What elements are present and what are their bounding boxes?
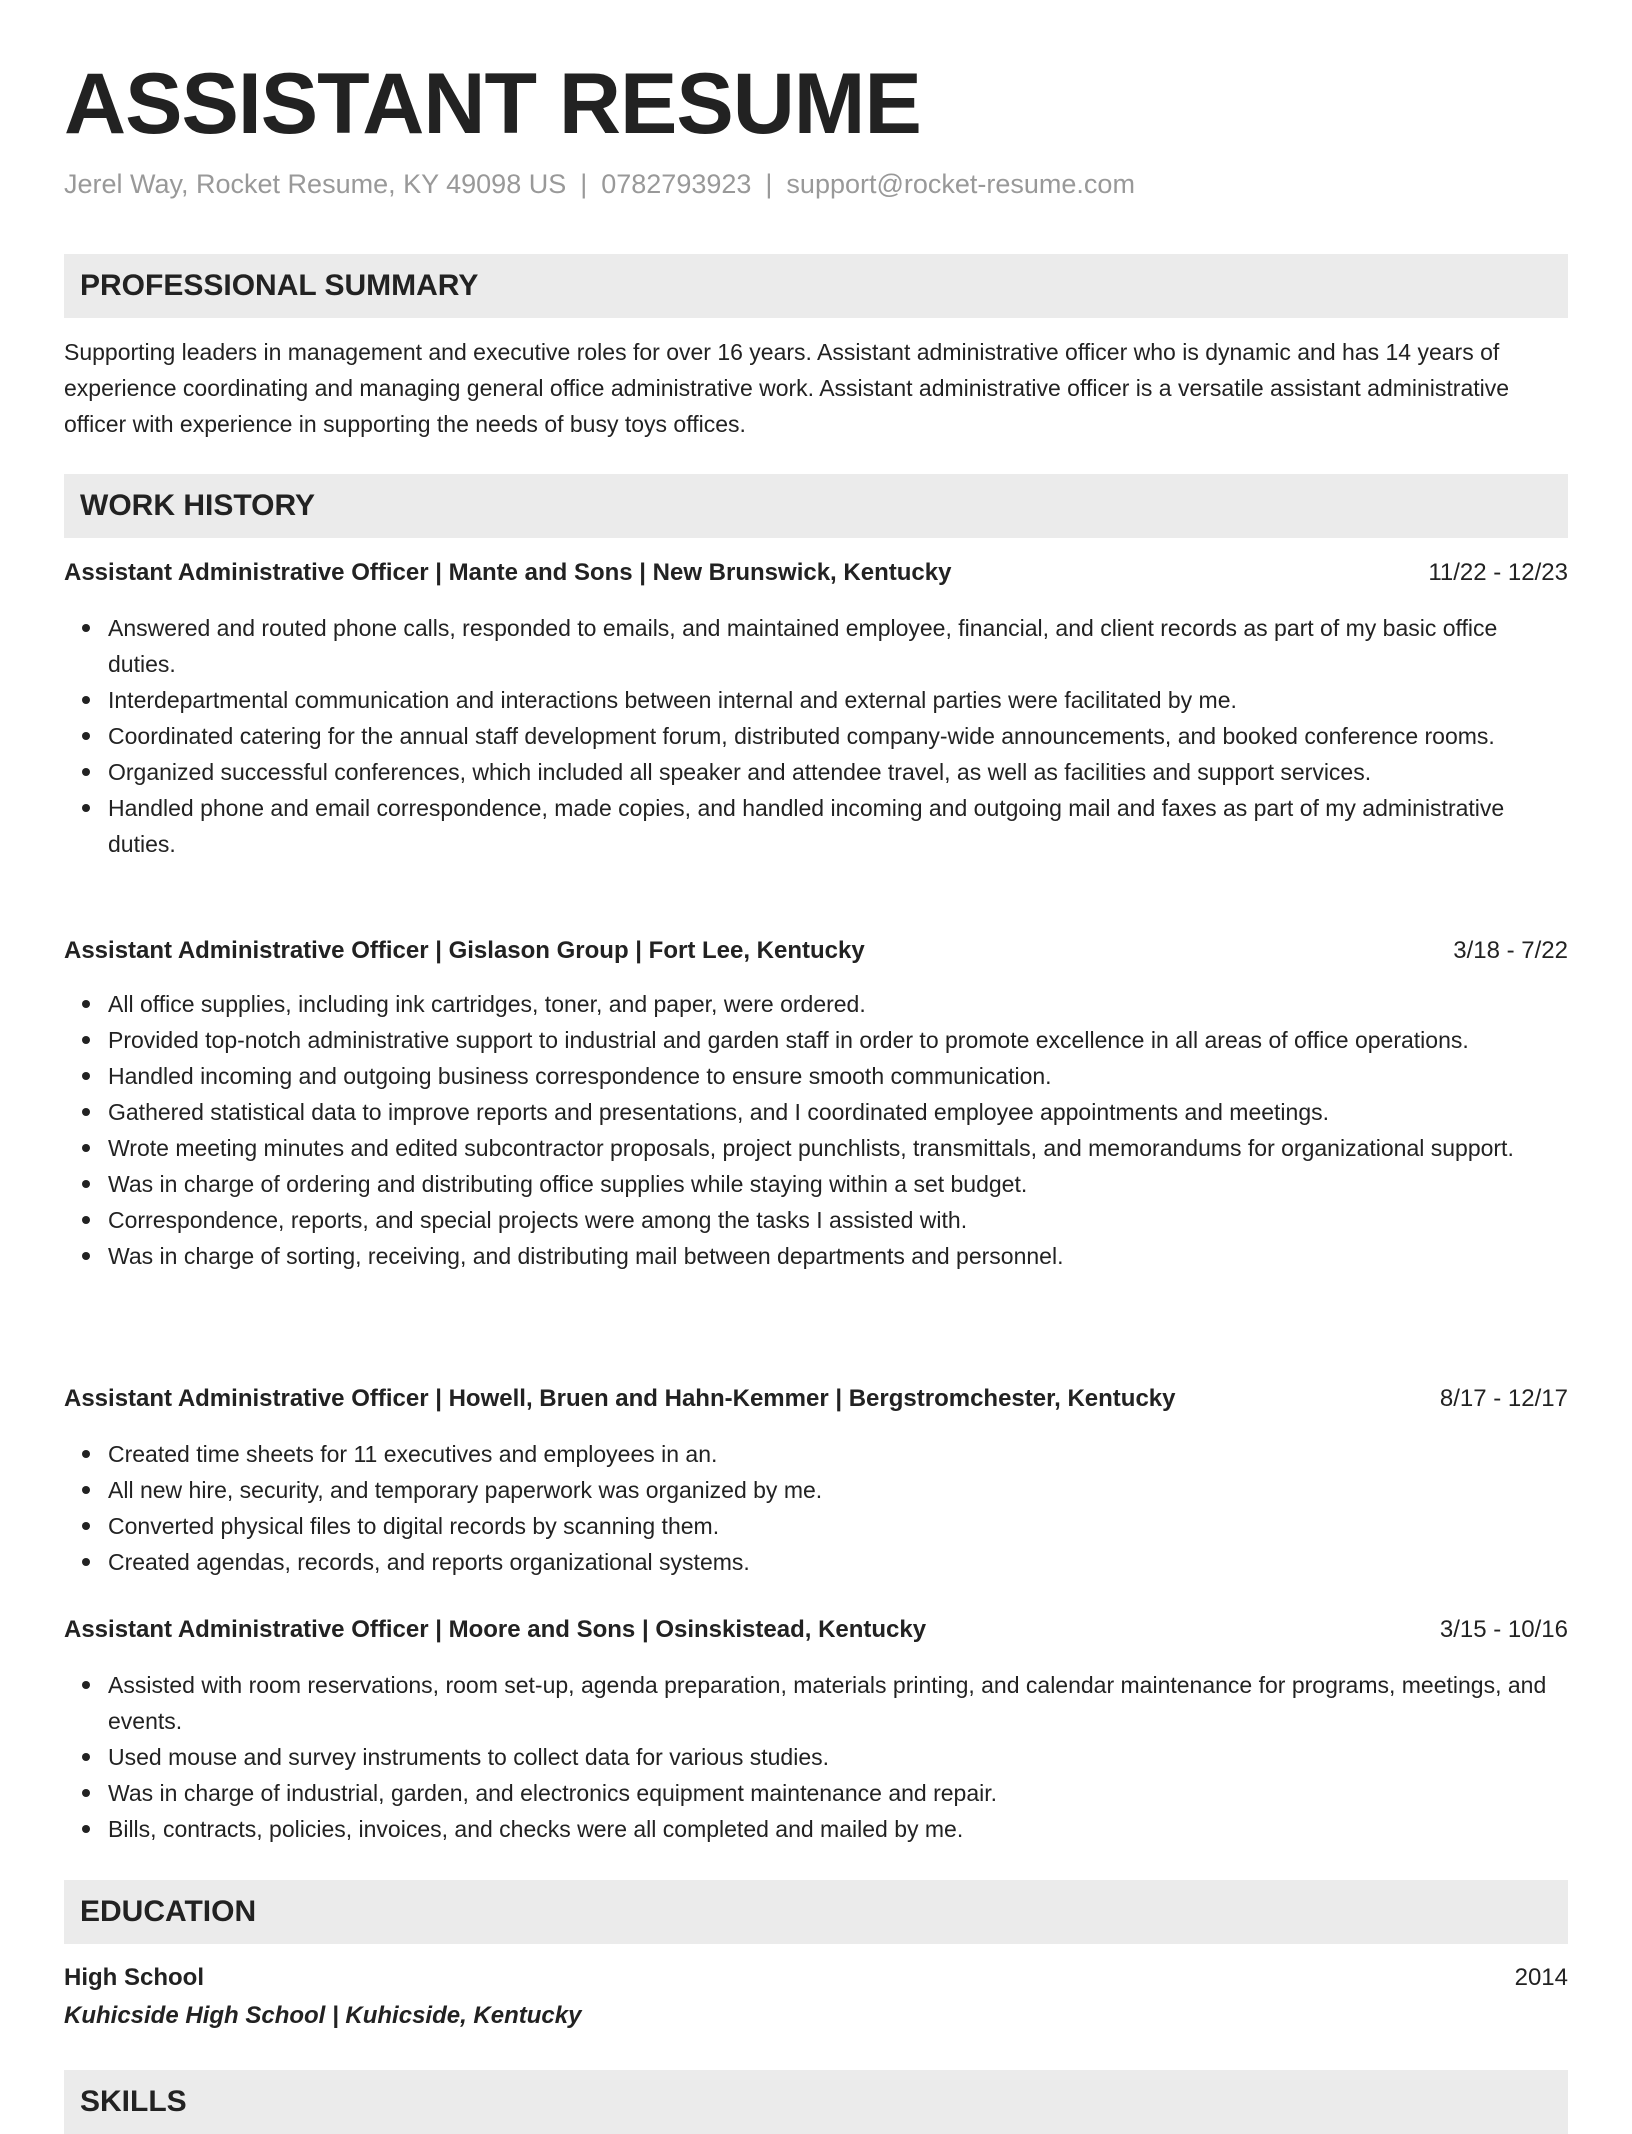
education-degree: High School (64, 1964, 204, 1991)
job-bullet: Bills, contracts, policies, invoices, and checks were all completed and mailed by me. (108, 1811, 1568, 1847)
job-dates: 3/15 - 10/16 (1439, 1616, 1568, 1643)
summary-text: Supporting leaders in management and executive roles for over 16 years. Assistant administrative officer who is dynamic and has 14 years of experience coordinating and managing general office administrative work. Assistant administrative officer is a versatile assistant administrative officer with experience in supporting the needs of busy toys offices. (64, 339, 1510, 437)
job-bullets (64, 610, 1568, 862)
job-dates: 3/18 - 7/22 (1453, 937, 1568, 964)
job-bullet: Created time sheets for 11 executives and employees in an. (108, 1436, 1568, 1472)
contact-line (64, 166, 1135, 202)
job-header (64, 1381, 1568, 1417)
job-bullet: Created agendas, records, and reports organizational systems. (108, 1544, 1568, 1580)
job-bullet: Coordinated catering for the annual staff development forum, distributed company-wide announcements, and booked conference rooms. (108, 718, 1568, 754)
section-header-education: EDUCATION (64, 1880, 1568, 1944)
section-header-work: WORK HISTORY (64, 474, 1568, 538)
job-title: Assistant Administrative Officer | Howell, Bruen and Hahn-Kemmer | Bergstromchester, Kentucky (64, 1385, 1176, 1412)
job-dates: 8/17 - 12/17 (1439, 1385, 1568, 1412)
job-bullet: Gathered statistical data to improve reports and presentations, and I coordinated employee appointments and meetings. (108, 1094, 1568, 1130)
job-bullet: Handled incoming and outgoing business correspondence to ensure smooth communication. (108, 1058, 1568, 1094)
section-header-skills: SKILLS (64, 2070, 1568, 2134)
job-bullet: All office supplies, including ink cartridges, toner, and paper, were ordered. (108, 986, 1568, 1022)
education-school: Kuhicside High School | Kuhicside, Kentucky (64, 2002, 582, 2029)
job-bullet: Was in charge of ordering and distributing office supplies while staying within a set budget. (108, 1166, 1568, 1202)
job-header (64, 933, 1568, 969)
job-header (64, 1612, 1568, 1648)
contact-separator: | (580, 169, 588, 199)
contact-address: Jerel Way, Rocket Resume, KY 49098 US (64, 169, 567, 199)
job-bullet: Interdepartmental communication and interactions between internal and external parties were facilitated by me. (108, 682, 1568, 718)
resume-name: ASSISTANT RESUME (64, 56, 921, 152)
job-bullet: Answered and routed phone calls, responded to emails, and maintained employee, financial, and client records as part of my basic office duties. (108, 610, 1568, 682)
job-bullets (64, 986, 1568, 1274)
job-bullet: Provided top-notch administrative support to industrial and garden staff in order to promote excellence in all areas of office operations. (108, 1022, 1568, 1058)
education-year: 2014 (1514, 1964, 1568, 1991)
job-title: Assistant Administrative Officer | Gislason Group | Fort Lee, Kentucky (64, 937, 865, 964)
job-bullet: Was in charge of sorting, receiving, and distributing mail between departments and personnel. (108, 1238, 1568, 1274)
job-bullet: All new hire, security, and temporary paperwork was organized by me. (108, 1472, 1568, 1508)
education-header (64, 1960, 1568, 1996)
job-title: Assistant Administrative Officer | Moore and Sons | Osinskistead, Kentucky (64, 1616, 927, 1643)
contact-email[interactable]: support@rocket-resume.com (786, 169, 1135, 199)
contact-separator: | (765, 169, 773, 199)
job-title: Assistant Administrative Officer | Mante and Sons | New Brunswick, Kentucky (64, 559, 952, 586)
contact-phone: 0782793923 (601, 169, 752, 199)
section-header-summary: PROFESSIONAL SUMMARY (64, 254, 1568, 318)
job-bullet: Wrote meeting minutes and edited subcontractor proposals, project punchlists, transmittals, and memorandums for organizational support. (108, 1130, 1568, 1166)
job-bullet: Assisted with room reservations, room set-up, agenda preparation, materials printing, and calendar maintenance for programs, meetings, and events. (108, 1667, 1568, 1739)
job-bullet: Used mouse and survey instruments to collect data for various studies. (108, 1739, 1568, 1775)
job-header (64, 555, 1568, 591)
job-bullet: Was in charge of industrial, garden, and electronics equipment maintenance and repair. (108, 1775, 1568, 1811)
job-dates: 11/22 - 12/23 (1428, 559, 1568, 586)
job-bullet: Handled phone and email correspondence, made copies, and handled incoming and outgoing mail and faxes as part of my administrative duties. (108, 790, 1568, 862)
job-bullet: Organized successful conferences, which included all speaker and attendee travel, as well as facilities and support services. (108, 754, 1568, 790)
job-bullets (64, 1436, 1568, 1580)
job-bullet: Correspondence, reports, and special projects were among the tasks I assisted with. (108, 1202, 1568, 1238)
job-bullets (64, 1667, 1568, 1847)
job-bullet: Converted physical files to digital records by scanning them. (108, 1508, 1568, 1544)
